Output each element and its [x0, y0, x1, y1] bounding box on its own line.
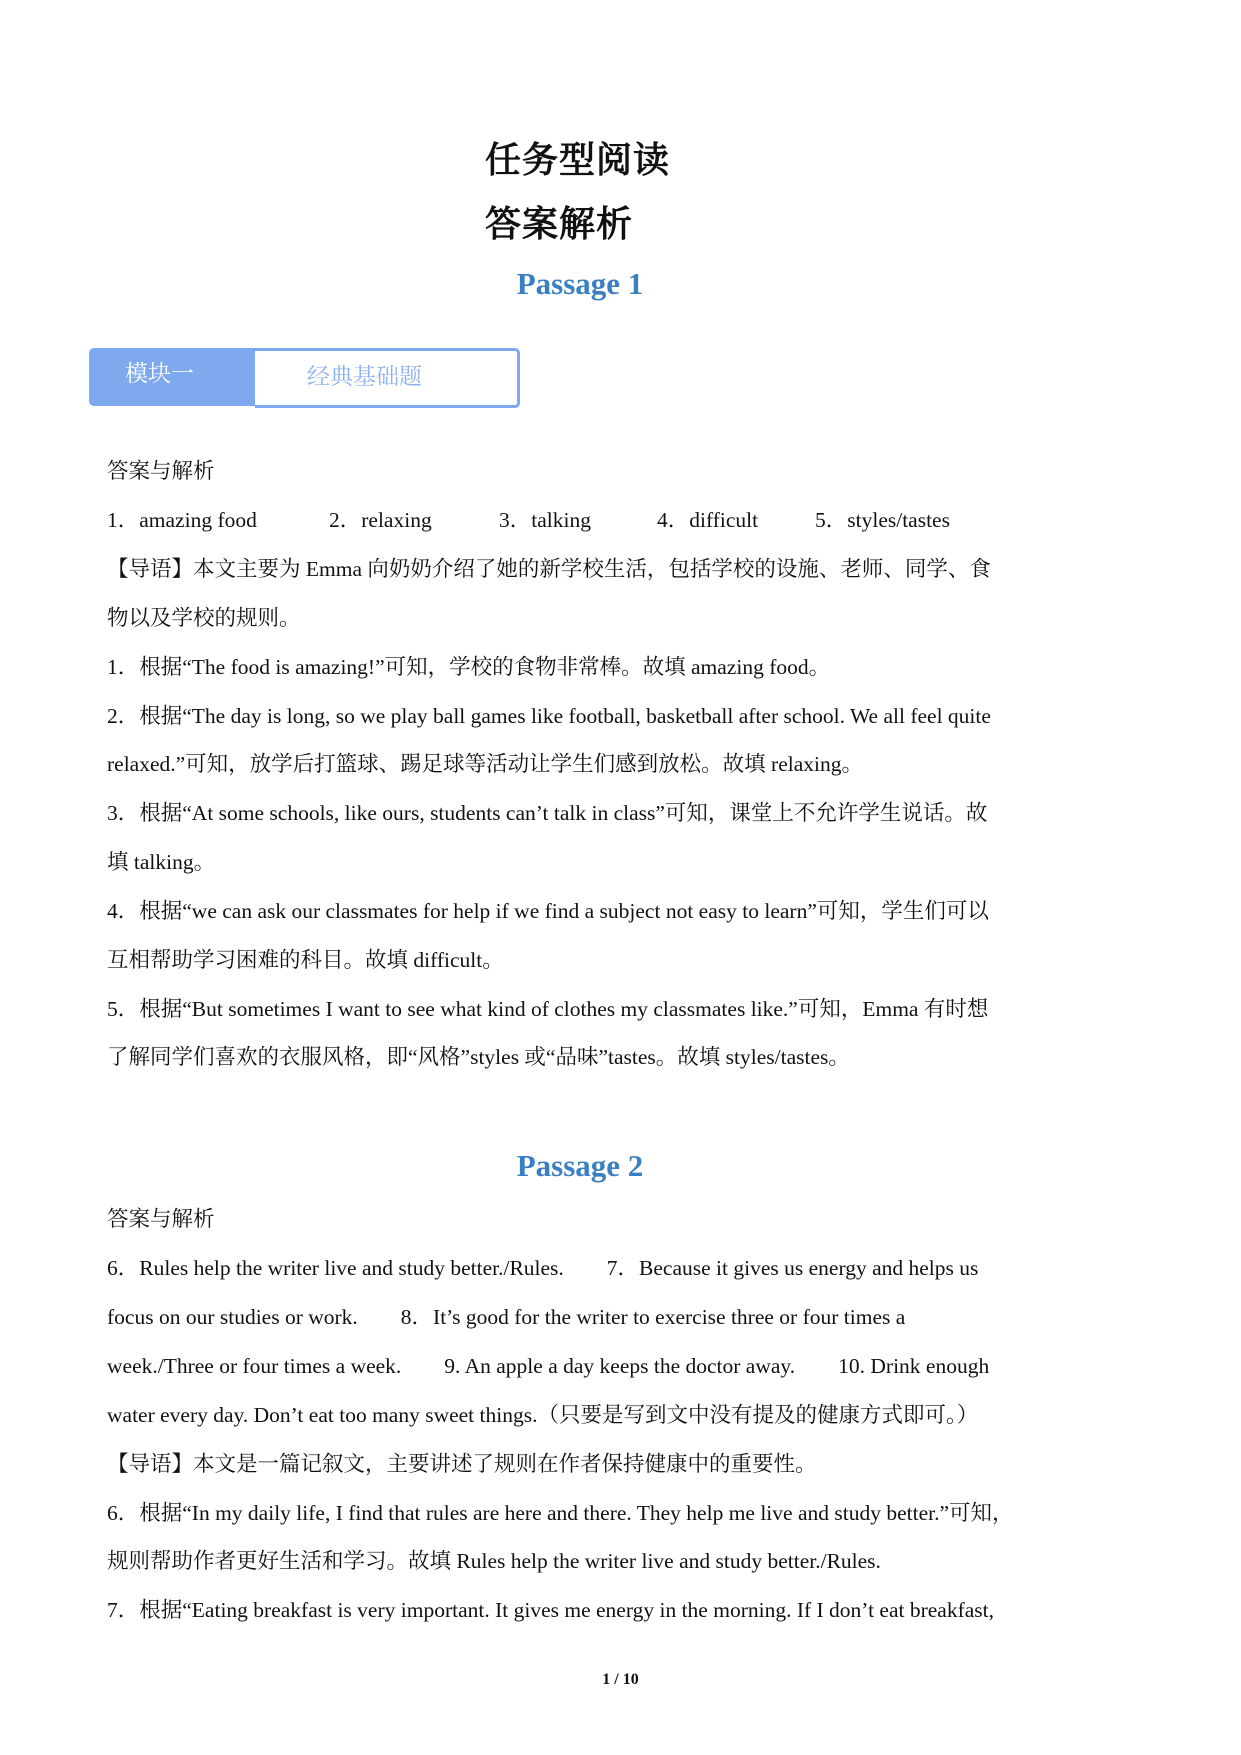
paragraph-line: 规则帮助作者更好生活和学习。故填 Rules help the writer live and study better./Rules.	[107, 1549, 881, 1573]
paragraph-line: 6．根据“In my daily life, I find that rules are here and there. They help me live and study better.”可知，	[107, 1501, 1014, 1525]
passage-1-heading: Passage 1	[516, 266, 644, 301]
paragraph-line: 【导语】本文主要为 Emma 向奶奶介绍了她的新学校生活，包括学校的设施、老师、同学、食	[107, 557, 991, 581]
paragraph-line: focus on our studies or work. 8．It’s good for the writer to exercise three or four times a	[107, 1305, 906, 1329]
document-title: 任务型阅读	[485, 140, 671, 181]
paragraph-line: 互相帮助学习困难的科目。故填 difficult。	[107, 948, 504, 972]
module-tag	[89, 348, 256, 406]
paragraph-line: 6．Rules help the writer live and study better./Rules. 7．Because it gives us energy and helps us	[107, 1256, 979, 1280]
answer-item: 3．talking	[499, 508, 591, 532]
page-number: 1 / 10	[602, 1671, 639, 1688]
module-name-box	[255, 348, 520, 408]
paragraph-line: week./Three or four times a week. 9. An apple a day keeps the doctor away. 10. Drink enough	[107, 1354, 990, 1378]
paragraph-line: 填 talking。	[107, 850, 216, 874]
paragraph-line: 1．根据“The food is amazing!”可知，学校的食物非常棒。故填 amazing food。	[107, 655, 831, 679]
answer-item: 4．difficult	[657, 508, 759, 532]
answer-item: 2．relaxing	[329, 508, 432, 532]
module-tag-label: 模块一	[125, 361, 194, 387]
module-name-label: 经典基础题	[307, 364, 422, 390]
paragraph-line: 【导语】本文是一篇记叙文，主要讲述了规则在作者保持健康中的重要性。	[107, 1452, 817, 1476]
answer-item: 5．styles/tastes	[815, 508, 950, 532]
paragraph-line: 3．根据“At some schools, like ours, students can’t talk in class”可知，课堂上不允许学生说话。故	[107, 801, 988, 825]
paragraph-line: 5．根据“But sometimes I want to see what kind of clothes my classmates like.”可知，Emma 有时想	[107, 997, 989, 1021]
section-label: 答案与解析	[107, 1207, 215, 1231]
paragraph-line: 4．根据“we can ask our classmates for help if we find a subject not easy to learn”可知，学生们可以	[107, 899, 989, 923]
section-label: 答案与解析	[107, 459, 215, 483]
paragraph-line: 2．根据“The day is long, so we play ball games like football, basketball after school. We all feel quite	[107, 704, 991, 728]
paragraph-line: 7．根据“Eating breakfast is very important. It gives me energy in the morning. If I don’t eat breakfast,	[107, 1598, 995, 1622]
paragraph-line: 了解同学们喜欢的衣服风格，即“风格”styles 或“品味”tastes。故填 styles/tastes。	[107, 1045, 850, 1069]
paragraph-line: water every day. Don’t eat too many sweet things.（只要是写到文中没有提及的健康方式即可。）	[107, 1403, 979, 1427]
answer-item: 1．amazing food	[107, 508, 257, 532]
document-subtitle: 答案解析	[485, 204, 634, 245]
answer-row	[107, 505, 950, 535]
paragraph-line: relaxed.”可知，放学后打篮球、踢足球等活动让学生们感到放松。故填 relaxing。	[107, 752, 863, 776]
paragraph-line: 物以及学校的规则。	[107, 606, 301, 630]
module-banner	[89, 348, 523, 406]
passage-2-heading: Passage 2	[516, 1148, 644, 1183]
